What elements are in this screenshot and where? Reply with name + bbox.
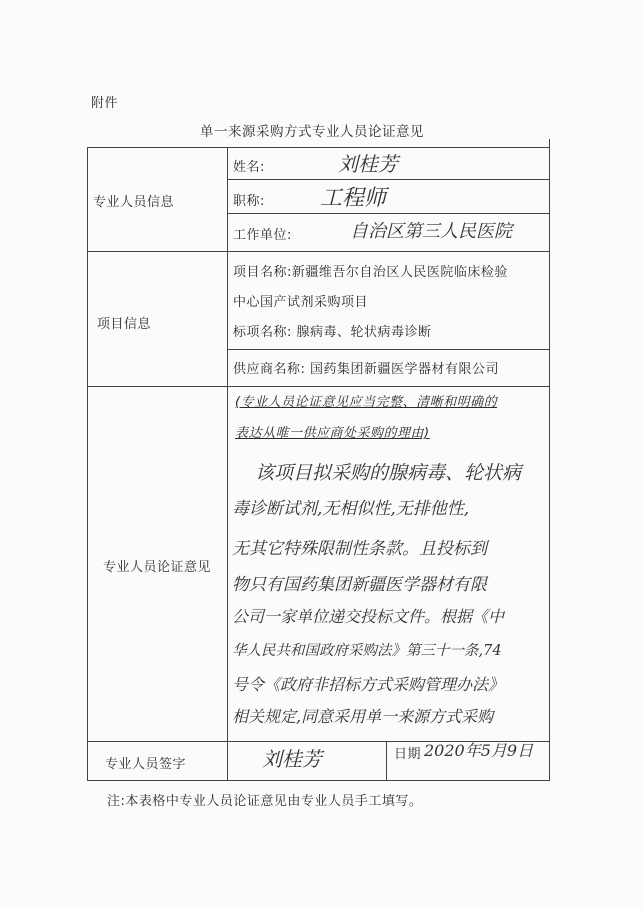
- row-line-lot: [227, 349, 549, 350]
- project-name-line2: 中心国产试剂采购项目: [233, 295, 369, 310]
- row-line-title: [227, 213, 549, 214]
- work-unit-label: 工作单位:: [233, 228, 292, 243]
- opinion-handwritten-line: 号令《政府非招标方式采购管理办法》: [232, 675, 505, 694]
- date-label: 日期: [394, 747, 422, 762]
- form-title: 单一来源采购方式专业人员论证意见: [200, 124, 424, 140]
- opinion-handwritten-line: 公司一家单位递交投标文件。根据《中: [232, 607, 505, 626]
- opinion-instruction-line2: 表达从唯一供应商处采购的理由): [235, 426, 430, 441]
- opinion-instruction-line1: (专业人员论证意见应当完整、清晰和明确的: [235, 395, 498, 410]
- opinion-handwritten-line: 无其它特殊限制性条款。且投标到: [232, 539, 487, 559]
- project-info-label: 项目信息: [97, 317, 152, 332]
- footnote: 注:本表格中专业人员论证意见由专业人员手工填写。: [107, 794, 423, 809]
- date-handwritten-value: 2020年5月9日: [424, 741, 534, 760]
- row-line-name: [227, 179, 549, 180]
- opinion-handwritten-line: 华人民共和国政府采购法》第三十一条,74: [232, 643, 502, 659]
- lot-name: 标项名称: 腺病毒、轮状病毒诊断: [233, 325, 432, 340]
- opinion-handwritten-line: 该项目拟采购的腺病毒、轮状病: [255, 462, 522, 484]
- table-border-bottom: [87, 780, 550, 781]
- work-unit-handwritten-value: 自治区第三人民医院: [350, 221, 512, 242]
- name-handwritten-value: 刘桂芳: [338, 152, 398, 176]
- opinion-label: 专业人员论证意见: [103, 560, 212, 575]
- table-border-left: [87, 147, 88, 781]
- signature-handwritten-value: 刘桂芳: [262, 747, 322, 771]
- row-separator-project: [87, 251, 550, 252]
- table-border-top: [87, 147, 550, 148]
- signature-label: 专业人员签字: [105, 757, 187, 772]
- row-separator-opinion: [87, 386, 550, 387]
- project-name-line1: 项目名称:新疆维吾尔自治区人民医院临床检验: [233, 265, 508, 280]
- table-border-right: [549, 139, 550, 781]
- attachment-label: 附件: [91, 96, 119, 111]
- opinion-handwritten-line: 相关规定,同意采用单一来源方式采购: [232, 707, 494, 726]
- supplier-name: 供应商名称: 国药集团新疆医学器材有限公司: [233, 362, 500, 377]
- opinion-handwritten-line: 毒诊断试剂,无相似性,无排他性,: [232, 499, 470, 519]
- title-label: 职称:: [233, 194, 265, 209]
- title-handwritten-value: 工程师: [320, 186, 387, 211]
- name-label: 姓名:: [233, 160, 265, 175]
- expert-info-label: 专业人员信息: [93, 195, 175, 210]
- opinion-handwritten-line: 物只有国药集团新疆医学器材有限: [232, 575, 487, 595]
- signature-date-divider: [386, 741, 387, 781]
- column-divider: [227, 147, 228, 781]
